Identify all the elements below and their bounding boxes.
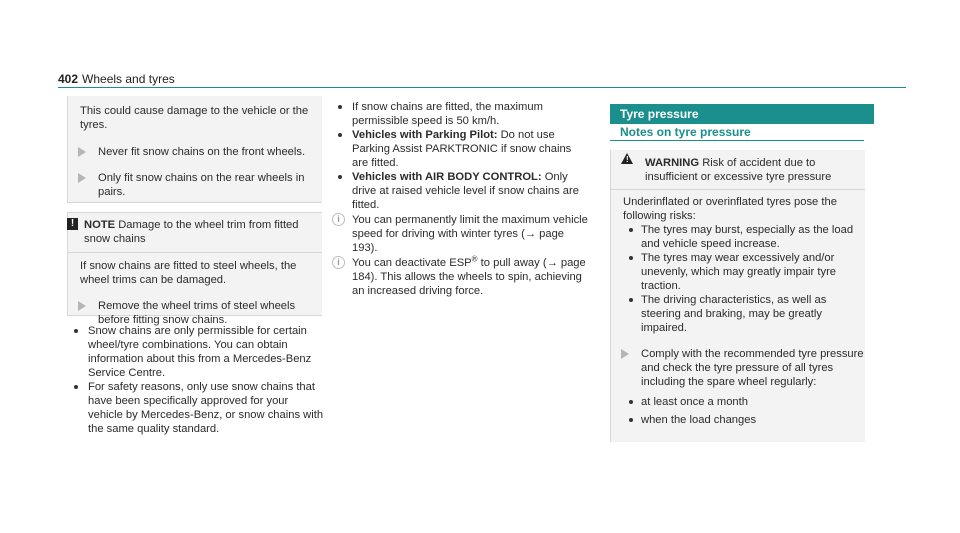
- note-heading: NOTE Damage to the wheel trim from fitted snow chains: [84, 219, 299, 245]
- caution-box: [67, 96, 322, 203]
- instruction-step: Comply with the recommended tyre pressure and check the tyre pressure of all tyres including the spare wheel regularly:: [611, 347, 877, 389]
- section-title-bar: [610, 104, 874, 124]
- note-box: [67, 212, 322, 326]
- exclamation-icon: !: [67, 218, 78, 230]
- list-item: at least once a month: [621, 395, 859, 409]
- instruction-step: Never fit snow chains on the front wheels.: [68, 145, 328, 159]
- info-note: i You can permanently limit the maximum vehicle speed for driving with winter tyres (→ page 193).: [332, 213, 590, 255]
- section-title: Tyre pressure: [620, 107, 699, 121]
- step-arrow-icon: [78, 147, 86, 157]
- caution-intro: This could cause damage to the vehicle or the tyres.: [80, 105, 309, 131]
- note-body: If snow chains are fitted to steel wheels, the wheel trims can be damaged.: [80, 260, 297, 286]
- step-arrow-icon: [78, 173, 86, 183]
- snow-chain-bullets: [68, 324, 326, 436]
- subsection-rule: [610, 140, 864, 141]
- list-item: Snow chains are only permissible for certain wheel/tyre combinations. You can obtain information about this from a Mercedes-Benz Service Centre.: [68, 324, 326, 380]
- page-number: 402: [58, 72, 79, 86]
- page-header: [58, 72, 175, 87]
- warning-heading: WARNING Risk of accident due to insufficient or excessive tyre pressure: [645, 157, 832, 183]
- warning-intro: Underinflated or overinflated tyres pose the following risks:: [623, 196, 837, 222]
- list-item: Vehicles with AIR BODY CONTROL: Only drive at raised vehicle level if snow chains are fitted.: [332, 170, 590, 212]
- warning-icon: !: [621, 153, 633, 164]
- list-item: The driving characteristics, as well as steering and braking, may be greatly impaired.: [621, 293, 859, 335]
- list-item: Vehicles with Parking Pilot: Do not use Parking Assist PARKTRONIC if snow chains are fitted.: [332, 128, 590, 170]
- list-item: The tyres may wear excessively and/or unevenly, which may greatly impair tyre traction.: [621, 251, 859, 293]
- column-2: [332, 100, 590, 298]
- header-rule: [58, 87, 906, 88]
- info-icon: i: [332, 213, 345, 226]
- list-item: If snow chains are fitted, the maximum permissible speed is 50 km/h.: [332, 100, 590, 128]
- step-arrow-icon: [78, 301, 86, 311]
- list-item: when the load changes: [621, 413, 859, 427]
- instruction-step: Only fit snow chains on the rear wheels in pairs.: [68, 171, 328, 199]
- list-item: For safety reasons, only use snow chains that have been specifically approved for your vehicle by Mercedes-Benz, or snow chains with the same quality standard.: [68, 380, 326, 436]
- info-icon: i: [332, 256, 345, 269]
- warning-box: [610, 150, 865, 442]
- subsection-title: Notes on tyre pressure: [620, 125, 751, 139]
- step-arrow-icon: [621, 349, 629, 359]
- page-title: Wheels and tyres: [82, 72, 175, 86]
- info-note: i You can deactivate ESP® to pull away (→ page 184). This allows the wheels to spin, achieving an increased driving force.: [332, 256, 590, 298]
- instruction-step: Remove the wheel trims of steel wheels before fitting snow chains.: [68, 299, 328, 327]
- list-item: The tyres may burst, especially as the load and vehicle speed increase.: [621, 223, 859, 251]
